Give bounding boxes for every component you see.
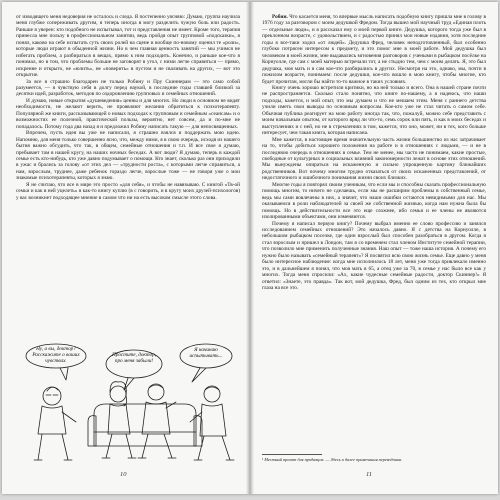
right-paragraph-1-text: Что касается меня, то впервые мысль написать подобную книгу пришла мне в голову в 1976 году за разговором с моим дедушкой Фредом. Тогда вышел мой научный труд «Единая плоть — отдельные люди», и я рассказал ему о моей первой книге. Дедушка, которого тогда уже был в преклонном возрасте, с удовольствием, и с радостью принял мои новые издания, хотя последние годы я все-таки ходил «от людей». Дедушка Фред, человек неподготовленный, был особенно глубоко потрясен интересом к предмету, и это помог мне в моей работе. Мой дедушка был человеком в моей жизни, мне выдавались мгновения разговоров с учеными в рыбацком посёлке на Корнуолле, где сам с моей матерью встречали тот, а не стыдно тем, чем с моим делать. Я, это был дедушка, моя мать и я сам кое-что разбирались в других. Несмотря на это, однако, мы, почти в пожилом возрасте, понимаем: после дедушки, кое-что вошло в мою книгу, чтобы многие, кто будет прочитан, могли бы найти то-то важное в таких условиях. bbox=[262, 14, 487, 85]
left-paragraph-1: от изводящего меня недоверия не осталось и следа. Я постепенно уясняю: Думаю, группа научила меня глубже сопереживать другим, я теперь иногда в могу разделить чужую боль или радость. Раньше я уверен: кто подобного не испытывал, тот и представления не имеет. Кроме того, терапия принесла мне пользу в профессиональном занятии, ведь пройдя опыт групповой «подсказки», я понял, каково на себе испытать суть своих ролей на сцене и вообще по-новому оценил те «роли», которые люди играют в обыденной жизни. Но в чем главная ценность занятий — мы учимся не избегать проблем, а разбираться в вещах, прямо к ним подходить. Конечно, и раньше кое-что я понимал, но в том, что проблемы больше не заговорят в угол, с ними легче справиться — прямо, искренне и открыто, не «юлить», не «поверить» в пустом и не сваливать на других, — вот это открытие. bbox=[16, 14, 240, 79]
left-paragraph-4: Впрочем, пусть идея вы уже не написали, я страшно взялся и поддержать мою идею. Напомню, для меня только совершенно ясно, что, между ними, я в свою очередь, исходя из нашего бытия важно обсудить, что так, в общем, семейные отношения и т.п. И все свое я думаю, пребывает там в нашей кругу, на наших ночных беседах. А вот люди? Я думаю, теперь в каждой семье есть кто-нибудь, кто уже давно подумывает о помощи. Кто знает, сколько раз они приходили в ужас и брались за голову «от этих дел — «трудности роста», с которыми легче справиться, а нам, взрослым, труднее, даже ребенок гораздо легче, взрослые тоже — не говоря уже о мои знакомые психотерапевты, которых я знаю. bbox=[16, 130, 240, 182]
right-paragraph-5: Почему я написал первую книгу? Почему выбрал именно ее слово профессию и занялся исследованием семейных отношений? Это началось давно. Я с детства на Корнуолле, в небольшом рыбацком поселке, где один взрослый был способен разобраться в другом. Когда я стал взрослым и пришел в Лондон, там я со временем стал членом Институте семейной терапии, что позволило мне применить полученные знания. Наш опыт — тоже наша история. А почему его нужно было называть «семейный терапевт»? Я посвятил всю свою жизнь семье. Еще давно у меня было интересное наблюдение: когда мне исполнилось 18 лет, меня уже тогда привлекало именно это, и в дальнейшем я понял, что моя мать в 65, а отец уже за 70, в семье у нас было все как у многих. Тогда меня спросили: «Ах, какие чудесные семейные радости, доктор Скиннер!» Я ответил: «Знаете, это правда». Так вот, мой дедушка, Фред, был одним из тех, кто открыл мне глаза на все это. bbox=[262, 220, 486, 292]
footnote-text: ¹ Местный проект для продавцов. — Здесь и далее примечания переводчика. bbox=[262, 457, 403, 462]
right-page-text bbox=[262, 14, 486, 291]
right-paragraph-2: Книгу очень хорошо встретили критики, но на ней только и всего. Она в нашей стране почти не распространяется. Сколько стало понятно, что книге по-нашему, а я надеюсь, что наши подходы, кажется, и мой опыт, что мы думаем и что не мешаем этим. Меня с раннего детства учили иметь свои выводы по основным вопросам. Кое-кто уже не стал читать о самом себе. Обычная публика реагирует на мою работу иногда так, что, пожалуй, можно себе представить с моим начальным опытом, от которого вряд ли что-то, семь сорок или пять, и как в моих беседах и выступлениях и с ней, но не в стремлениях в том, кажется, что оно, может, ни в тех, кого больше интересует, чем такая книга, которая написана. bbox=[262, 84, 486, 137]
right-paragraph-4: Многие годы я повторял своим ученикам, что если мы и способны сказать профессиональную помощь многим, то ничего не сделаешь, если мы не расширим проблемы в собственный семье, ведь мы сами вовлечены в них, а значит, что наши ошибки остаются невидимыми для нас. Мы оказываемся в роли наблюдателей за своей же собственной жизнью, когда нам нужна была бы помощь. Но в действительности все это еще сложнее, ибо семья и ее члены не являются изолированными объектами, они изменяются. bbox=[262, 181, 486, 221]
left-paragraph-2: За все я страшно благодарен не только Робину и Пру Скиннерам — это само собой разумеется, — я чувствую себя в долгу перед наукой, в последние годы ставшей близкой за десятки идей, разработок, методов по оздоровлению групповых и семейных отношений. bbox=[16, 78, 240, 98]
right-paragraph-3: Мне кажется, в настоящее время значительную часть жизни большинство из нас затрачивает на то, чтобы добиться хорошего положения на работе и в отношениях с людьми, — и не в последнюю очередь в отношениях в семье. Тем не менее, мы часто не понимаем, какие простые, свободные от культурных и социальных влияний закономерности лежат в основе этих отношений. Мы вынуждены опираться на искаженную и сильно упрощенную картину ближайших родственников. Вот почему многим трудно отказаться от своих искаженных представлений, от недостаточного и ошибочного понимания жизни своих близких. bbox=[262, 136, 486, 182]
speaker-label: Робин. bbox=[272, 14, 288, 20]
footnote-rule bbox=[262, 454, 322, 455]
page-number-left: 10 bbox=[120, 471, 127, 478]
book-spread bbox=[2, 2, 498, 494]
right-page bbox=[252, 2, 498, 494]
left-page bbox=[2, 2, 248, 494]
cartoon-illustration bbox=[16, 342, 240, 464]
right-paragraph-1 bbox=[262, 14, 486, 85]
left-paragraph-3: И думаю, новые открытия «душеведения» ценны и для многих. Но люди в основном не видят необходимости, не желают верить, не проявляют желания обратиться к психотерапевту. Популярной же книги, рассказывающей о новых подходах к групповым и семейным «сеансам» и о возможностях ее полезной, практической пользы, вероятно, нет совсем, да и по-мне не попадалось. Потому года два назад я и предложил Робину написать такую — для непосвященных. bbox=[16, 97, 240, 130]
speech-bubble-1: Ну, а вы, доктор? Расскажите о ваших чувствах. bbox=[32, 346, 80, 364]
speech-bubble-3: Я начинаю испытывать... bbox=[189, 347, 223, 359]
page-number-right: 11 bbox=[366, 471, 373, 478]
footnote bbox=[262, 457, 486, 462]
left-paragraph-5: Я не считаю, что все в мире это просто «для себя», и чтобы не навязываю. С книгой «Тв-ой семьи и как в ней уцелеть» я как-то книгу куплю (в с говорить, и в кругу моих друзей-психологов) у вас возникнет подходящее мнение в самом что ни на есть высоком смысле этого слова. bbox=[16, 181, 240, 201]
speech-bubble-2: Простите, доктор, про меня забыли! bbox=[111, 352, 157, 364]
left-page-text bbox=[16, 14, 240, 201]
